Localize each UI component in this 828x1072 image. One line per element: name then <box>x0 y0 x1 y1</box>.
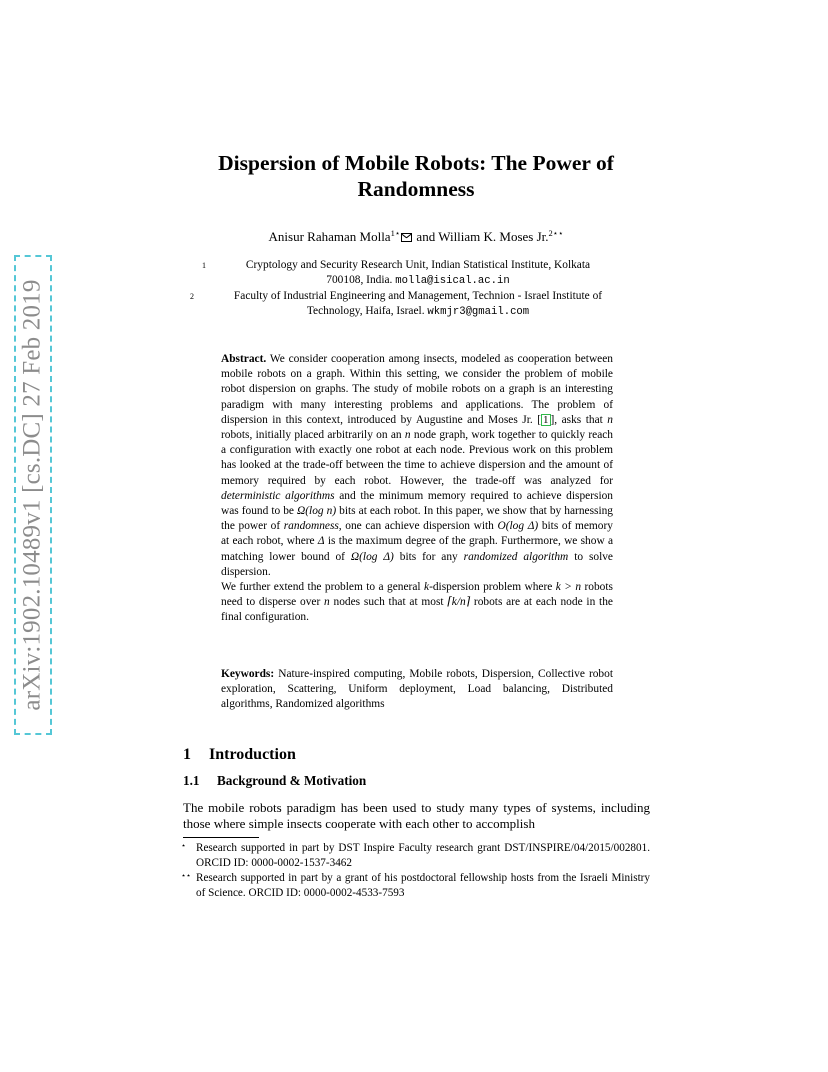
abstract-text: We further extend the problem to a general <box>221 581 421 594</box>
author-list <box>180 229 652 245</box>
emphasis-text: randomness, <box>283 520 342 533</box>
abstract-text: to solve dispersion. <box>221 550 613 578</box>
affiliation-2-line-1: Faculty of Industrial Engineering and Management, Technion - Israel Institute of <box>233 290 603 302</box>
abstract-text: bits at each robot. In this paper, we show that by harnessing the power of <box>221 505 613 533</box>
body-paragraph: The mobile robots paradigm has been used to study many types of systems, including those where simple insects cooperate with each other to accomplish <box>183 800 650 831</box>
author-2-marks: 2⋆⋆ <box>548 228 564 238</box>
footnote-2-text: Research supported in part by a grant of his postdoctoral fellowship hosts from the Israeli Ministry of Science. ORCID ID: 0000-0002-4533-7593 <box>196 872 650 899</box>
abstract-text: robots need to disperse over <box>221 581 613 609</box>
section-heading <box>183 746 296 764</box>
affiliation-1-number: 1 <box>202 261 206 270</box>
arxiv-identifier: arXiv:1902.10489v1 [cs.DC] 27 Feb 2019 <box>19 279 47 711</box>
affiliation-2 <box>188 289 648 321</box>
abstract-paragraph-1: Abstract. We consider cooperation among insects, modeled as cooperation between mobile robots on a graph. Within this setting, we consider the problem of mobile robot dispersion on graphs. The study of mobile robots on a graph is an interesting paradigm with many interesting problems and applications. The problem of dispersion in this context, introduced by Augustine and Moses Jr. [ 1 ], asks that n robots, initially placed arbitrarily on an n node graph, work together to quickly reach a configuration with exactly one robot at each node. Previous work on this problem has looked at the trade-off between the time to achieve dispersion and the amount of memory required by each robot. However, the trade-off was analyzed for deterministic algorithms and the minimum memory required to achieve dispersion was found to be Ω(log n) bits at each robot. In this paper, we show that by harnessing the power of randomness, one can achieve dispersion with O(log Δ) bits of memory at each robot, where Δ is the maximum degree of the graph. Furthermore, we show a matching lower bound of Ω(log Δ) bits for any randomized algorithm to solve dispersion. <box>221 353 614 578</box>
author-1-marks: 1⋆ <box>390 228 401 238</box>
arxiv-stamp <box>14 255 52 735</box>
subsection-title: Background & Motivation <box>217 773 367 788</box>
section-title: Introduction <box>209 746 296 763</box>
keywords-label: Keywords: <box>221 668 275 680</box>
abstract-text: bits for any <box>399 550 458 563</box>
paper-title <box>180 150 652 202</box>
title-line-1: Dispersion of Mobile Robots: The Power of <box>218 151 614 175</box>
math-var: k <box>424 581 430 594</box>
affiliation-2-line-2: Technology, Haifa, Israel. <box>306 305 425 318</box>
envelope-icon <box>401 233 412 242</box>
abstract-text: nodes such that at most <box>333 596 444 609</box>
section-number: 1 <box>183 746 191 763</box>
citation-link[interactable]: 1 <box>543 413 549 426</box>
title-line-2: Randomness <box>357 177 475 201</box>
abstract-text: We consider cooperation among insects, modeled as cooperation between mobile robots on a graph. Within this setting, we consider the problem of mobile robot dispersion on graphs. The study of mobile robots on a graph is an interesting paradigm with many interesting problems and applications. The problem of dispersion in this context, introduced by Augustine and Moses Jr. <box>221 353 613 426</box>
math-expression: Ω(log Δ) <box>350 550 394 563</box>
footnote-2-mark: ⋆⋆ <box>181 871 192 880</box>
affiliation-2-number: 2 <box>190 292 194 301</box>
affiliation-2-email[interactable]: wkmjr3@gmail.com <box>427 306 530 319</box>
footnote-1-text: Research supported in part by DST Inspire Faculty research grant DST/INSPIRE/04/2015/002801. ORCID ID: 0000-0002-1537-3462 <box>196 842 650 869</box>
abstract-text: robots, initially placed arbitrarily on an <box>221 429 402 442</box>
affiliation-1-email[interactable]: molla@isical.ac.in <box>395 275 510 288</box>
math-expression: ⌈k/n⌉ <box>447 596 471 609</box>
abstract-text: bits of memory at each robot, where <box>221 520 613 548</box>
affiliation-1 <box>188 258 648 290</box>
abstract <box>221 352 613 626</box>
author-connector: and William K. Moses Jr. <box>416 229 549 244</box>
abstract-text: and the minimum memory required to achieve dispersion was found to be <box>221 489 614 518</box>
abstract-text: -dispersion problem where <box>429 581 553 594</box>
abstract-label: Abstract. <box>221 353 267 365</box>
affiliation-1-line-1: Cryptology and Security Research Unit, Indian Statistical Institute, Kolkata <box>245 259 591 271</box>
math-var: n <box>404 429 411 442</box>
affiliation-1-line-2: 700108, India. <box>326 274 393 287</box>
abstract-paragraph-2 <box>221 580 613 626</box>
author-1-name: Anisur Rahaman Molla <box>268 229 391 244</box>
subsection-number: 1.1 <box>183 773 200 788</box>
abstract-text: , asks that <box>554 413 603 426</box>
footnote-1-mark: ⋆ <box>181 841 187 850</box>
abstract-text: one can achieve dispersion with <box>345 520 494 533</box>
math-expression: Δ <box>317 535 325 548</box>
math-expression: k > n <box>555 581 582 594</box>
emphasis-text: deterministic algorithms <box>221 489 335 502</box>
emphasis-text: randomized algorithm <box>463 550 569 563</box>
abstract-text: robots are at each node in the final configuration. <box>221 596 613 624</box>
abstract-text: is the maximum degree of the graph. Furthermore, we show a matching lower bound of <box>221 535 614 563</box>
footnote-2 <box>183 871 650 901</box>
footnote-1 <box>183 841 650 871</box>
footnote-divider <box>183 837 259 838</box>
math-var: n <box>607 413 613 426</box>
subsection-heading <box>183 773 366 789</box>
math-expression: Ω(log n) <box>297 505 337 518</box>
keywords-list: Nature-inspired computing, Mobile robots, Dispersion, Collective robot exploration, Scattering, Uniform deployment, Load balancing, Distributed algorithms, Randomized algorithms <box>221 668 613 711</box>
keywords <box>221 667 613 713</box>
math-expression: O(log Δ) <box>497 520 539 533</box>
math-var: n <box>324 596 330 609</box>
abstract-text: node graph, work together to quickly reach a configuration with exactly one robot at each node. Previous work on this problem has looked at the trade-off between the time to achieve dispersion and the amount of memory required by each robot. However, the trade-off was analyzed for <box>221 429 613 487</box>
